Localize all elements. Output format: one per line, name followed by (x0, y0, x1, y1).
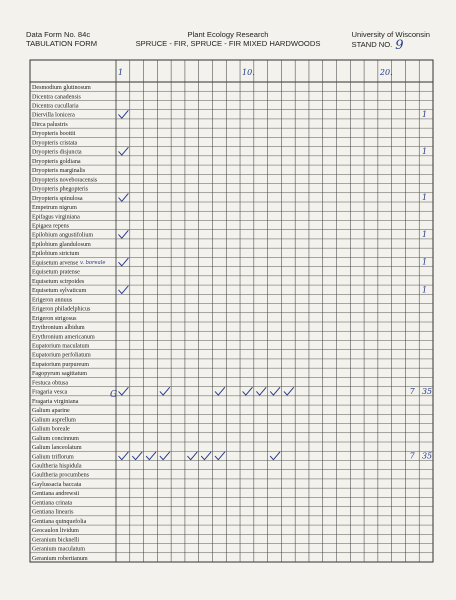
species-name: Dicentra cucullaria (32, 103, 79, 110)
species-name: Dryopteris noveboracensis (32, 177, 98, 184)
column-number: 10. (242, 68, 255, 77)
frequency-percent: 1 (421, 257, 428, 267)
stand-number: 9 (395, 38, 404, 53)
species-name: Eupatorium perfoliatum (32, 352, 91, 359)
form-institute: Plant Ecology Research (187, 30, 269, 39)
species-name: Dryopteris boottii (32, 131, 76, 138)
check-mark (119, 111, 128, 119)
check-mark (201, 452, 210, 460)
form-title: SPRUCE - FIR, SPRUCE - FIR MIXED HARDWOODS (135, 39, 321, 48)
species-name: Galium boreale (32, 426, 70, 433)
check-mark (119, 286, 128, 294)
species-name: Gentiana crinata (32, 500, 73, 507)
species-name: Epigaea repens (32, 223, 70, 230)
species-name: Dicentra canadensis (32, 94, 81, 101)
species-name: Eupatorium maculatum (32, 343, 90, 350)
species-name: Diervilla lonicera (32, 112, 75, 119)
check-mark (270, 452, 279, 460)
check-mark (146, 452, 155, 460)
species-name: Gentiana linearis (32, 509, 74, 516)
check-mark (133, 452, 142, 460)
stand-label: STAND NO. (351, 40, 393, 49)
frequency-count: 7 (409, 451, 415, 461)
species-name: Equisetum sylvaticum (32, 288, 87, 295)
column-number: 20. (379, 68, 393, 77)
species-name: Eupatorium purpureum (32, 361, 90, 368)
frequency-percent: 1 (421, 193, 428, 202)
frequency-percent: 1 (421, 146, 428, 156)
species-annotation: v. boreale (80, 260, 106, 267)
species-name: Dryopteris spinulosa (32, 195, 83, 202)
species-name: Festuca obtusa (32, 380, 69, 387)
form-number: Data Form No. 84c (26, 30, 91, 39)
form-type: TABULATION FORM (26, 39, 98, 48)
species-name: Gaylussacia baccata (32, 481, 82, 488)
species-name: Erigeron philadelphicus (32, 306, 91, 313)
species-name: Gentiana quinquefolia (32, 518, 87, 525)
species-name: Dryopteris disjuncta (32, 149, 82, 156)
check-mark (215, 388, 224, 396)
species-name: Desmodium glutinosum (32, 85, 91, 92)
species-name: Equisetum scirpoides (32, 278, 85, 285)
species-name: Dryopteris phegopteris (32, 186, 89, 193)
species-name: Gentiana andrewsii (32, 491, 80, 498)
check-mark (160, 388, 169, 396)
species-name: Geocaulon lividum (32, 528, 79, 535)
species-name: Galium triflorum (32, 454, 74, 461)
species-name: Erigeron annuus (32, 297, 73, 304)
check-mark (257, 388, 266, 396)
check-mark (119, 231, 128, 239)
species-name: Galium lanceolatum (32, 445, 82, 452)
species-name: Dryopteris marginalis (32, 168, 86, 175)
column-number: 1 (118, 68, 124, 77)
species-name: Fragaria virginiana (32, 398, 79, 405)
species-name: Dryopteris cristata (32, 140, 78, 147)
species-name: Empetrum nigrum (32, 205, 77, 212)
grid-border (30, 60, 433, 562)
frequency-percent: 35 (421, 451, 433, 461)
species-labels (32, 85, 98, 562)
species-name: Epilobium angustifolium (32, 232, 94, 239)
check-mark (243, 388, 252, 396)
species-name: Fragaria vesca (32, 389, 68, 396)
species-name: Gaultheria hispidula (32, 463, 82, 470)
species-name: Epilobium strictum (32, 251, 80, 258)
check-mark (119, 452, 128, 460)
species-name: Geranium robertianum (32, 555, 88, 562)
species-name: Geranium bicknelli (32, 537, 80, 544)
check-mark (215, 452, 224, 460)
species-name: Erigeron strigosus (32, 315, 77, 322)
species-name: Epilobium glandulosum (32, 241, 91, 248)
species-name: Gaultheria procumbens (32, 472, 90, 479)
frequency-percent: 1 (421, 229, 428, 239)
species-name: Geranium maculatum (32, 546, 85, 553)
species-name: Dryopteris goldiana (32, 158, 81, 165)
species-name: Equisetum pratense (32, 269, 80, 276)
species-name: Erythronium americanum (32, 334, 95, 341)
species-name: Galium concinnum (32, 435, 79, 442)
check-mark (119, 148, 128, 156)
margin-mark: G (110, 389, 118, 400)
check-mark (160, 452, 169, 460)
species-name: Epifagus virginiana (32, 214, 80, 221)
frequency-percent: 35 (421, 386, 433, 396)
species-name: Galium aparine (32, 408, 70, 415)
check-mark (270, 388, 279, 396)
frequency-count: 7 (409, 386, 415, 396)
check-mark (284, 388, 293, 396)
species-name: Dirca palustris (32, 121, 68, 128)
check-mark (119, 194, 128, 202)
species-name: Equisetum arvense (32, 260, 79, 267)
species-name: Galium asprellum (32, 417, 76, 424)
university-label: University of Wisconsin (351, 30, 430, 39)
check-mark (188, 452, 197, 460)
species-name: Fagopyrum sagittatum (32, 371, 88, 378)
frequency-percent: 1 (421, 285, 428, 295)
frequency-percent: 1 (421, 109, 428, 119)
check-mark (119, 388, 128, 396)
grid-lines (30, 60, 433, 562)
check-mark (119, 258, 128, 266)
species-name: Erythronium albidum (32, 325, 85, 332)
